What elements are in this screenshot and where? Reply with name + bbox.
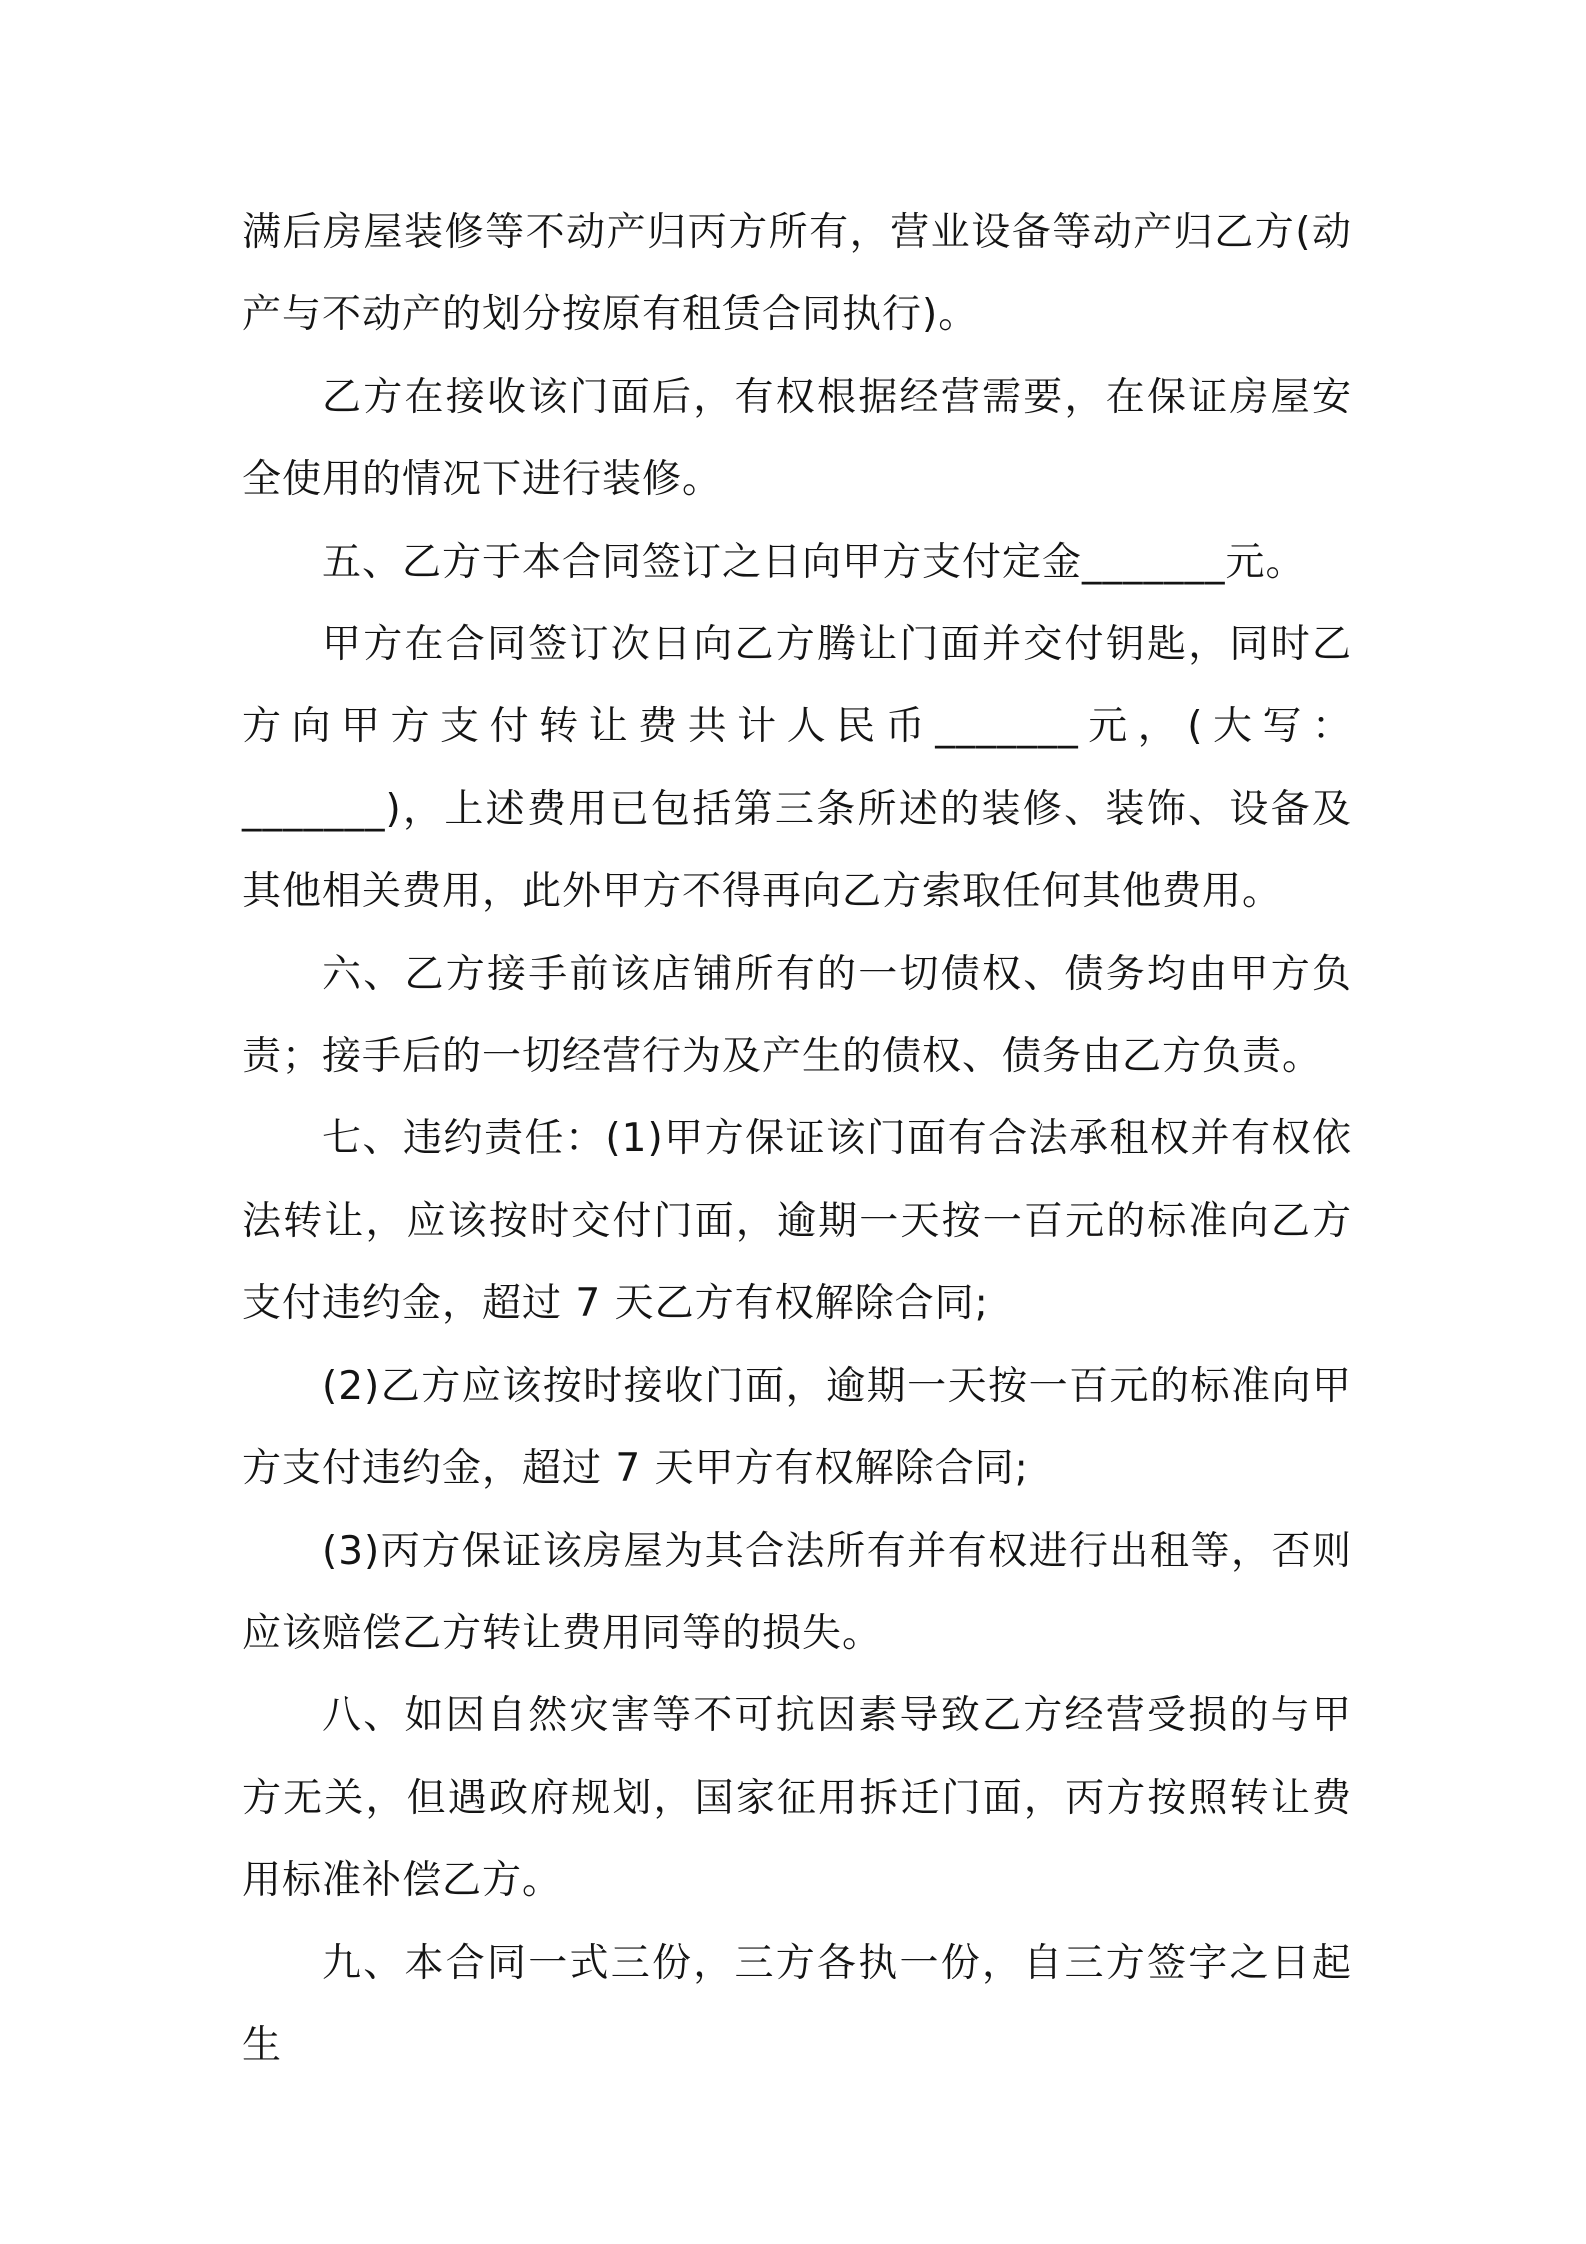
paragraph-clause-5: 五、乙方于本合同签订之日向甲方支付定金_______元。 [322,539,1306,585]
paragraph-renovation: 乙方在接收该门面后，有权根据经营需要，在保证房屋安全使用的情况下进行装修。 [242,374,1352,503]
paragraph-clause-9: 九、本合同一式三份，三方各执一份，自三方签字之日起生 [242,1940,1352,2068]
paragraph-clause-7: 七、违约责任：(1)甲方保证该门面有合法承租权并有权依法转让，应该按时交付门面，逾期一天按一百元的标准向乙方支付违约金，超过 7 天乙方有权解除合同; [242,1116,1352,1327]
paragraph-continuation: 满后房屋装修等不动产归丙方所有，营业设备等动产归乙方(动产与不动产的划分按原有租赁合同执行)。 [242,210,1352,338]
document-body [242,192,1352,2087]
paragraph-clause-7-2: (2)乙方应该按时接收门面，逾期一天按一百元的标准向甲方支付违约金，超过 7 天甲方有权解除合同; [242,1363,1352,1492]
paragraph-clause-8: 八、如因自然灾害等不可抗因素导致乙方经营受损的与甲方无关，但遇政府规划，国家征用拆迁门面，丙方按照转让费用标准补偿乙方。 [242,1693,1352,1904]
paragraph-clause-7-3: (3)丙方保证该房屋为其合法所有并有权进行出租等，否则应该赔偿乙方转让费用同等的损失。 [242,1528,1352,1656]
paragraph-clause-6: 六、乙方接手前该店铺所有的一切债权、债务均由甲方负责；接手后的一切经营行为及产生的债权、债务由乙方负责。 [242,951,1352,1080]
paragraph-transfer-fee: 甲方在合同签订次日向乙方腾让门面并交付钥匙，同时乙方向甲方支付转让费共计人民币_______元，(大写：_______)，上述费用已包括第三条所述的装修、装饰、设备及其他相关费用，此外甲方不得再向乙方索取任何其他费用。 [242,622,1352,915]
